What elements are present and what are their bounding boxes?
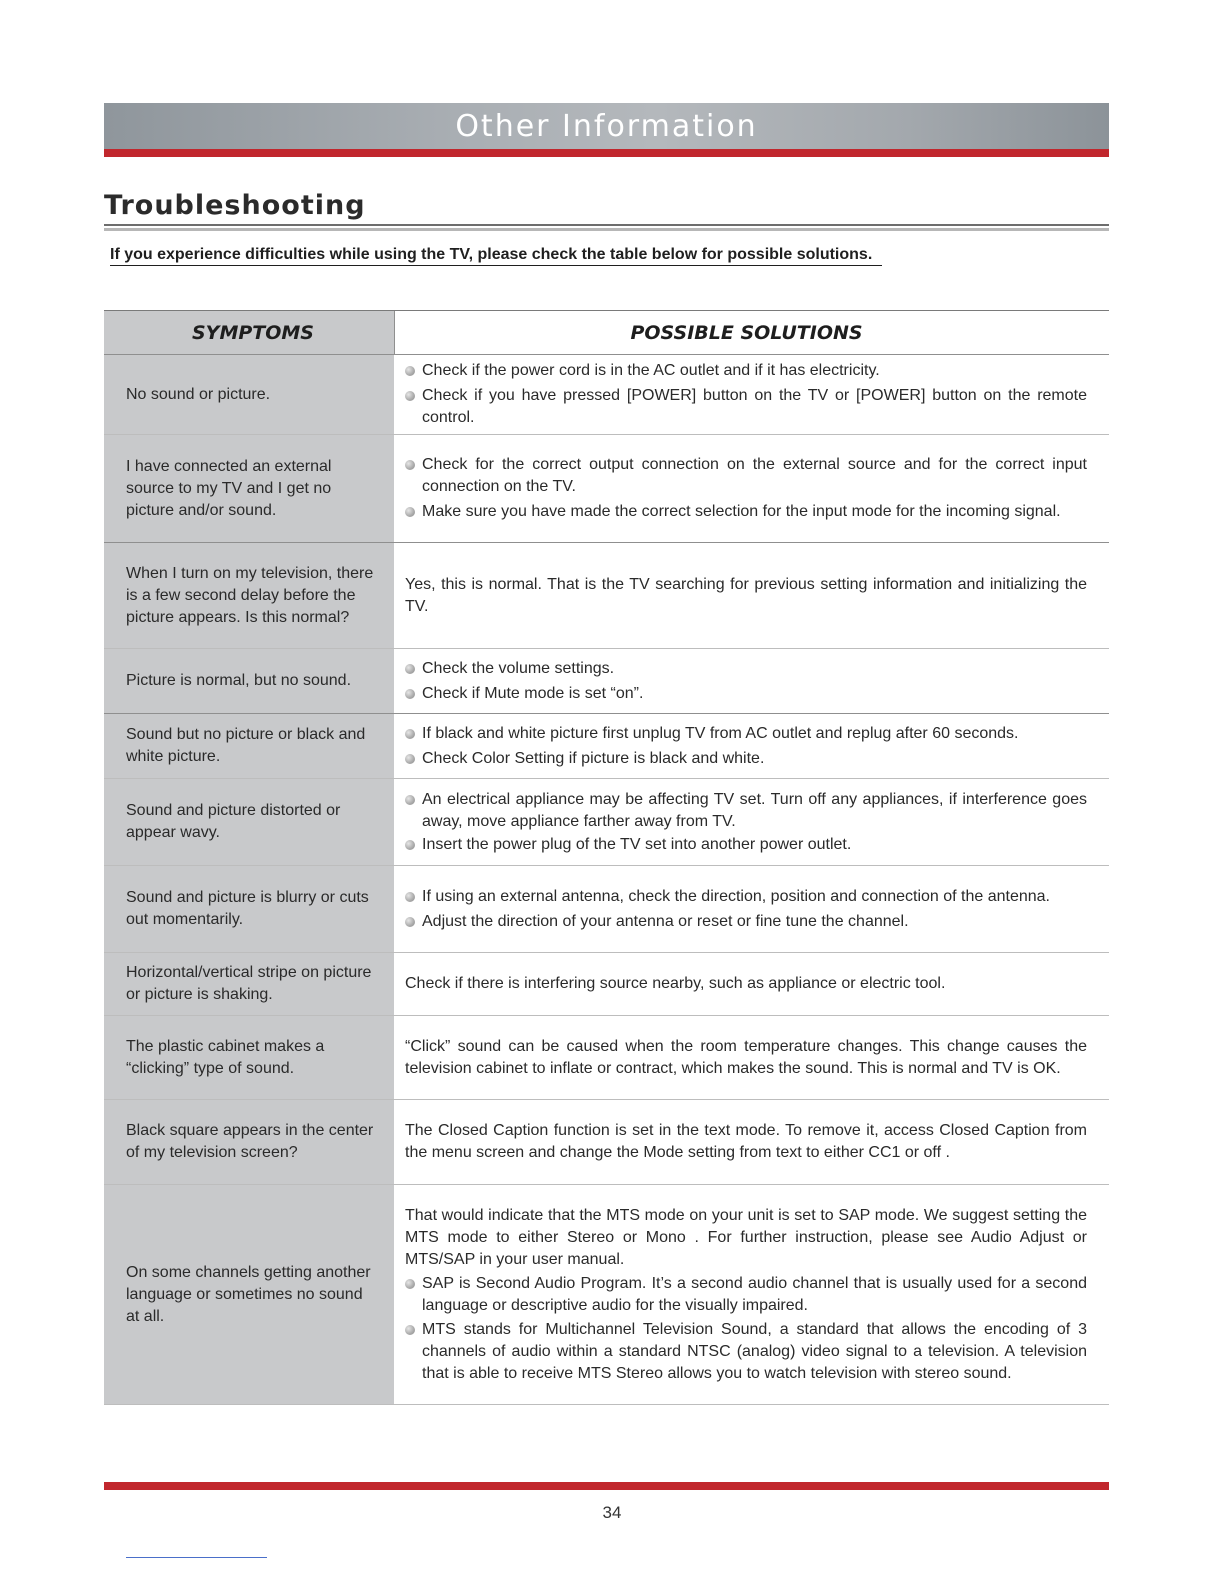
solution-cell xyxy=(394,1185,1109,1404)
symptom-cell: Sound and picture is blurry or cuts out momentarily. xyxy=(104,866,394,952)
symptom-cell: The plastic cabinet makes a “clicking” type of sound. xyxy=(104,1016,394,1099)
solution-bullet xyxy=(405,454,1087,498)
section-title: Troubleshooting xyxy=(104,190,366,221)
bullet-icon xyxy=(405,460,415,470)
header-accent-bar xyxy=(104,149,1109,157)
solution-bullet xyxy=(405,683,1087,705)
page-number: 34 xyxy=(602,1503,622,1522)
symptom-cell: Black square appears in the center of my television screen? xyxy=(104,1100,394,1184)
table-header-row xyxy=(104,311,1109,355)
solution-cell xyxy=(394,355,1109,434)
table-row xyxy=(104,649,1109,714)
solution-bullet xyxy=(405,834,1087,856)
table-row xyxy=(104,1016,1109,1100)
bullet-icon xyxy=(405,391,415,401)
symptom-cell: I have connected an external source to my TV and I get no picture and/or sound. xyxy=(104,435,394,542)
symptom-cell: Horizontal/vertical stripe on picture or picture is shaking. xyxy=(104,953,394,1015)
table-row xyxy=(104,1185,1109,1405)
solution-text: Make sure you have made the correct selection for the input mode for the incoming signal. xyxy=(422,503,1061,520)
symptom-cell: Sound but no picture or black and white picture. xyxy=(104,714,394,778)
solution-bullet xyxy=(405,1319,1087,1385)
symptom-cell: On some channels getting another language or sometimes no sound at all. xyxy=(104,1185,394,1404)
bullet-icon xyxy=(405,729,415,739)
solution-cell xyxy=(394,543,1109,648)
solution-cell xyxy=(394,779,1109,865)
bullet-icon xyxy=(405,795,415,805)
table-row xyxy=(104,953,1109,1016)
title-rule xyxy=(104,224,1109,226)
solution-cell xyxy=(394,1016,1109,1099)
bullet-icon xyxy=(405,689,415,699)
solution-bullet xyxy=(405,723,1087,745)
table-row xyxy=(104,866,1109,953)
solution-text: Yes, this is normal. That is the TV searching for previous setting information and initializing the TV. xyxy=(405,575,1087,615)
solution-bullet xyxy=(405,360,1087,382)
bullet-icon xyxy=(405,840,415,850)
bullet-icon xyxy=(405,892,415,902)
table-row xyxy=(104,1100,1109,1185)
solution-text: MTS stands for Multichannel Television Sound, a standard that allows the encoding of 3 channels of audio within a standard NTSC (analog) video signal to a television. A television that is able to receive MTS Stereo allows you to watch television with stereo sound. xyxy=(422,1320,1087,1382)
footer-accent-bar xyxy=(104,1482,1109,1490)
solution-bullet xyxy=(405,1273,1087,1317)
solution-text: Check for the correct output connection on the external source and for the correct input connection on the TV. xyxy=(422,456,1087,495)
bullet-icon xyxy=(405,917,415,927)
symptom-cell: When I turn on my television, there is a few second delay before the picture appears. Is this normal? xyxy=(104,543,394,648)
solution-text: Check if there is interfering source nearby, such as appliance or electric tool. xyxy=(405,975,946,992)
symptom-cell: No sound or picture. xyxy=(104,355,394,434)
solution-bullet xyxy=(405,911,1087,933)
solution-cell xyxy=(394,649,1109,713)
table-row xyxy=(104,435,1109,543)
corner-rule xyxy=(126,1557,267,1558)
solution-text: An electrical appliance may be affecting TV set. Turn off any appliances, if interference goes away, move appliance farther away from TV. xyxy=(422,790,1087,830)
solution-text: Check the volume settings. xyxy=(422,659,615,677)
bullet-icon xyxy=(405,507,415,517)
table-row xyxy=(104,779,1109,866)
troubleshooting-table xyxy=(104,310,1109,1405)
bullet-icon xyxy=(405,754,415,764)
solution-cell xyxy=(394,1100,1109,1184)
bullet-icon xyxy=(405,664,415,674)
solution-text: If using an external antenna, check the direction, position and connection of the antenna. xyxy=(422,887,1050,905)
solution-cell xyxy=(394,435,1109,542)
symptom-cell: Sound and picture distorted or appear wavy. xyxy=(104,779,394,865)
bullet-icon xyxy=(405,366,415,376)
header-banner xyxy=(104,103,1109,149)
solution-text: Check if the power cord is in the AC outlet and if it has electricity. xyxy=(422,362,880,379)
bullet-icon xyxy=(405,1279,415,1289)
bullet-icon xyxy=(405,1325,415,1335)
table-row xyxy=(104,355,1109,435)
solution-text: Check if you have pressed [POWER] button on the TV or [POWER] button on the remote control. xyxy=(422,387,1087,426)
table-row xyxy=(104,543,1109,649)
solutions-column-header: POSSIBLE SOLUTIONS xyxy=(394,311,1109,354)
solution-bullet xyxy=(405,658,1087,680)
solution-text: Check if Mute mode is set “on”. xyxy=(422,684,644,702)
symptom-cell: Picture is normal, but no sound. xyxy=(104,649,394,713)
solution-text: If black and white picture first unplug TV from AC outlet and replug after 60 seconds. xyxy=(422,724,1019,742)
solution-text: The Closed Caption function is set in the text mode. To remove it, access Closed Caption from the menu screen and change the Mode setting from text to either CC1 or off . xyxy=(405,1122,1087,1161)
banner-title: Other Information xyxy=(455,108,758,144)
solution-bullet xyxy=(405,501,1087,523)
solution-text: SAP is Second Audio Program. It’s a second audio channel that is usually used for a second language or descriptive audio for the visually impaired. xyxy=(422,1274,1087,1314)
solution-text: “Click” sound can be caused when the room temperature changes. This change causes the television cabinet to inflate or contract, which makes the sound. This is normal and TV is OK. xyxy=(405,1037,1087,1077)
solution-bullet xyxy=(405,789,1087,833)
table-row xyxy=(104,714,1109,779)
solution-text: That would indicate that the MTS mode on your unit is set to SAP mode. We suggest setting the MTS mode to either Stereo or Mono . For further instruction, please see Audio Adjust or MTS/SAP in your user manual. xyxy=(405,1206,1087,1268)
solution-cell xyxy=(394,866,1109,952)
solution-bullet xyxy=(405,748,1087,770)
solution-text: Check Color Setting if picture is black and white. xyxy=(422,749,765,767)
solution-text: Adjust the direction of your antenna or reset or fine tune the channel. xyxy=(422,912,909,930)
symptoms-column-header: SYMPTOMS xyxy=(104,311,394,354)
solution-cell xyxy=(394,714,1109,778)
intro-text: If you experience difficulties while using the TV, please check the table below for possible solutions. xyxy=(110,245,882,266)
solution-text: Insert the power plug of the TV set into another power outlet. xyxy=(422,835,852,853)
solution-cell xyxy=(394,953,1109,1015)
title-rule-secondary xyxy=(104,228,1109,231)
solution-bullet xyxy=(405,886,1087,908)
solution-bullet xyxy=(405,385,1087,429)
